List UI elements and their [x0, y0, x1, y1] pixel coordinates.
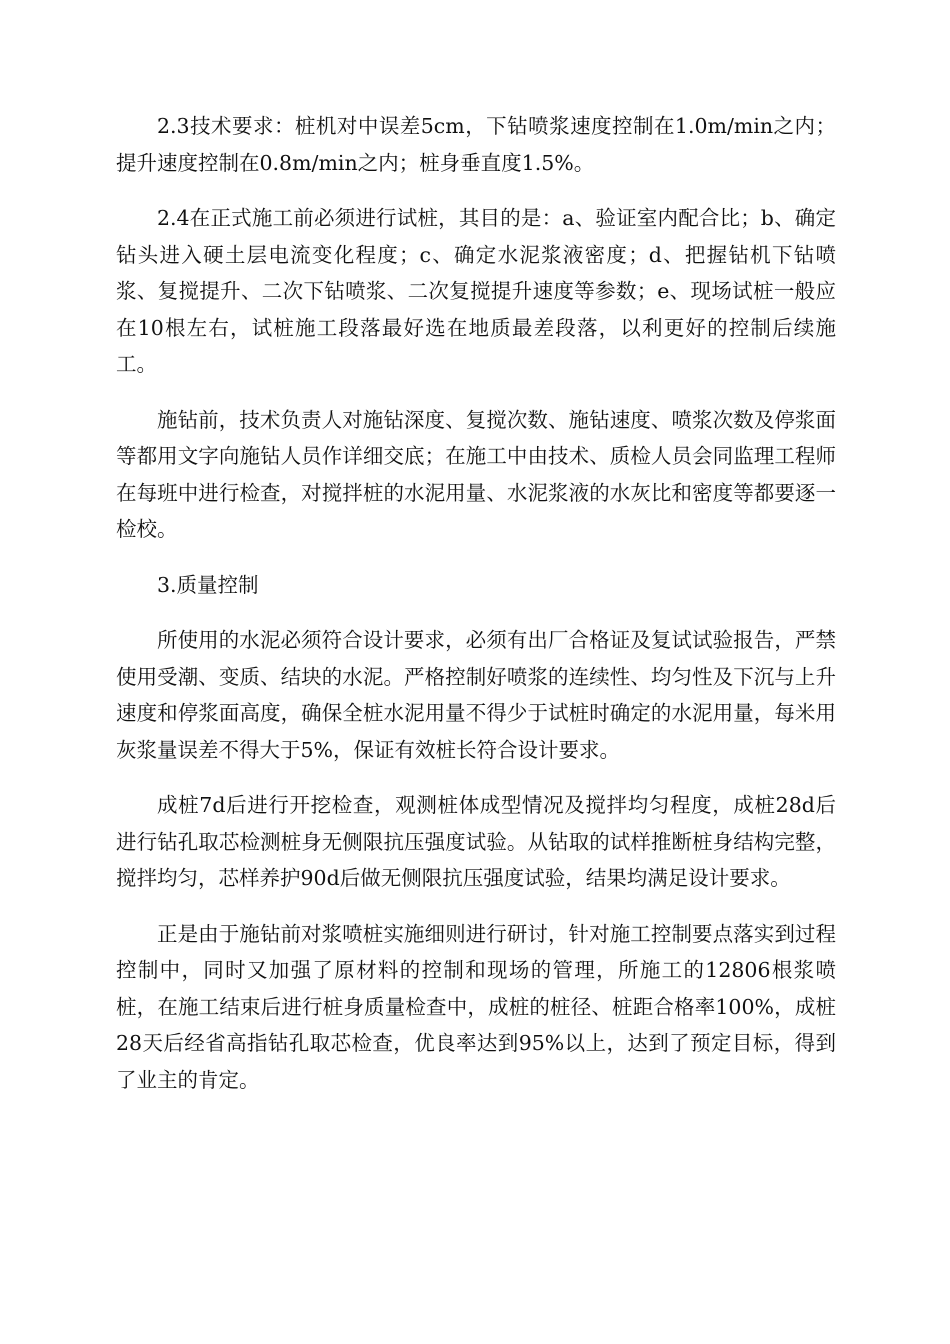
- paragraph-trial-pile: 2.4在正式施工前必须进行试桩，其目的是：a、验证室内配合比；b、确定钻头进入硬土层电流变化程度；c、确定水泥浆液密度；d、把握钻机下钻喷浆、复搅提升、二次下钻喷浆、二次复搅提升速度等参数；e、现场试桩一般应在10根左右，试桩施工段落最好选在地质最差段落，以利更好的控制后续施工。: [116, 206, 836, 376]
- document-body: [116, 108, 836, 1117]
- paragraph-pre-drilling-briefing: 施钻前，技术负责人对施钻深度、复搅次数、施钻速度、喷浆次数及停浆面等都用文字向施钻人员作详细交底；在施工中由技术、质检人员会同监理工程师在每班中进行检查，对搅拌桩的水泥用量、水泥浆液的水灰比和密度等都要逐一检校。: [116, 407, 836, 541]
- section-heading-quality-control: 3.质量控制: [157, 572, 259, 597]
- paragraph-results-summary: 正是由于施钻前对浆喷桩实施细则进行研讨，针对施工控制要点落实到过程控制中，同时又加强了原材料的控制和现场的管理，所施工的12806根浆喷桩，在施工结束后进行桩身质量检查中，成桩的桩径、桩距合格率100%，成桩28天后经省高指钻孔取芯检查，优良率达到95%以上，达到了预定目标，得到了业主的肯定。: [116, 921, 836, 1092]
- paragraph-core-testing: 成桩7d后进行开挖检查，观测桩体成型情况及搅拌均匀程度，成桩28d后进行钻孔取芯检测桩身无侧限抗压强度试验。从钻取的试样推断桩身结构完整，搅拌均匀，芯样养护90d后做无侧限抗压强度试验，结果均满足设计要求。: [116, 793, 836, 890]
- paragraph-cement-requirements: 所使用的水泥必须符合设计要求，必须有出厂合格证及复试试验报告，严禁使用受潮、变质、结块的水泥。严格控制好喷浆的连续性、均匀性及下沉与上升速度和停浆面高度，确保全桩水泥用量不得少于试桩时确定的水泥用量，每米用灰浆量误差不得大于5%，保证有效桩长符合设计要求。: [116, 628, 836, 762]
- paragraph-technical-requirements: 2.3技术要求：桩机对中误差5cm，下钻喷浆速度控制在1.0m/min之内；提升速度控制在0.8m/min之内；桩身垂直度1.5%。: [116, 114, 836, 175]
